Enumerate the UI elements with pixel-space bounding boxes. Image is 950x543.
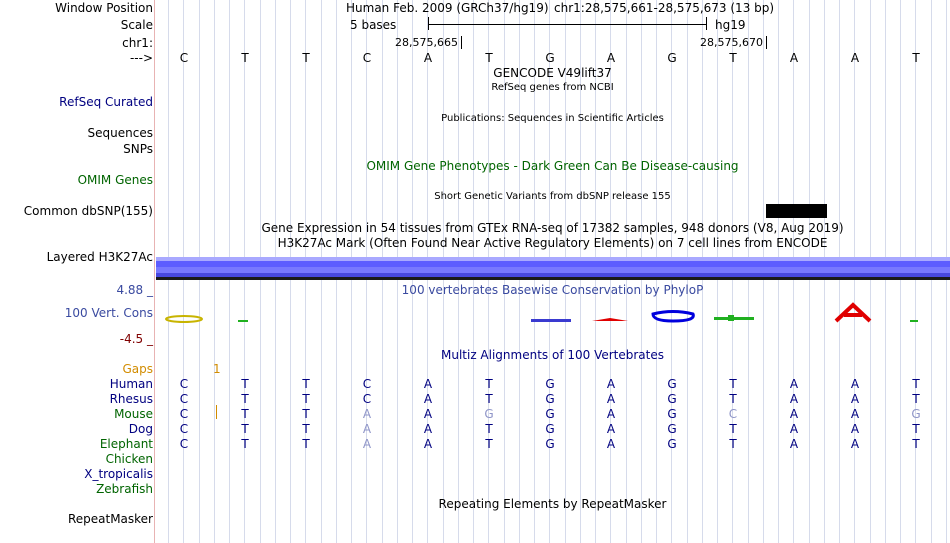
cons-min-label: -4.5 _ (119, 332, 153, 346)
h3k27ac-baseline (156, 277, 950, 280)
cons-logo-a5 (531, 319, 571, 322)
alignment-base: T (729, 377, 737, 391)
alignment-base: T (302, 437, 310, 451)
alignment-base: G (667, 407, 677, 421)
mouse-insertion-marker (216, 405, 217, 419)
alignment-base: C (362, 392, 372, 406)
alignment-base: C (362, 377, 372, 391)
coord-left: 28,575,665 (395, 36, 458, 49)
reference-base: A (789, 51, 799, 65)
alignment-base: C (179, 377, 189, 391)
alignment-base: A (606, 392, 616, 406)
vert-cons-label[interactable]: 100 Vert. Cons (64, 306, 153, 320)
alignment-base: T (912, 392, 920, 406)
cons-logo-a11 (836, 305, 870, 321)
alignment-base: T (912, 377, 920, 391)
alignment-base: A (423, 392, 433, 406)
reference-base: C (362, 51, 372, 65)
alignment-base: T (241, 392, 249, 406)
alignment-base: G (667, 392, 677, 406)
reference-base: A (850, 51, 860, 65)
alignment-base: T (729, 422, 737, 436)
position-readout[interactable]: chr1:28,575,661-28,575,673 (13 bp) (554, 1, 775, 15)
h3k27ac-signal[interactable] (156, 257, 950, 280)
species-label[interactable]: Chicken (105, 452, 153, 466)
reference-base: G (667, 51, 677, 65)
alignment-base: A (850, 377, 860, 391)
alignment-base: A (423, 437, 433, 451)
alignment-base: G (667, 422, 677, 436)
conservation-logo (156, 300, 950, 324)
omim-track-title: OMIM Gene Phenotypes - Dark Green Can Be Disease-causing (366, 159, 739, 173)
alignment-base: T (241, 422, 249, 436)
layered-h3k27ac-label[interactable]: Layered H3K27Ac (46, 250, 153, 264)
reference-base: T (485, 51, 493, 65)
gaps-label[interactable]: Gaps (122, 362, 153, 376)
alignment-base: A (423, 377, 433, 391)
scale-label: Scale (120, 18, 153, 32)
alignment-base: C (728, 407, 738, 421)
assembly-name: Human Feb. 2009 (GRCh37/hg19) (346, 1, 549, 15)
alignment-base: G (667, 377, 677, 391)
alignment-base: T (912, 422, 920, 436)
coord-left-tick (461, 36, 462, 49)
alignment-base: A (362, 422, 372, 436)
alignment-base: T (241, 377, 249, 391)
alignment-base: T (485, 377, 493, 391)
alignment-base: G (484, 407, 494, 421)
snps-label[interactable]: SNPs (123, 142, 153, 156)
alignment-base: T (302, 422, 310, 436)
cons-max-label: 4.88 _ (116, 283, 153, 297)
scale-db: hg19 (715, 18, 746, 32)
multiz-track-title: Multiz Alignments of 100 Vertebrates (440, 348, 665, 362)
coord-right: 28,575,670 (700, 36, 763, 49)
alignment-base: G (545, 407, 555, 421)
alignment-base: T (302, 377, 310, 391)
alignment-base: A (850, 407, 860, 421)
coord-right-tick (766, 36, 767, 49)
reference-base: A (423, 51, 433, 65)
alignment-base: C (179, 392, 189, 406)
alignment-base: A (606, 377, 616, 391)
reference-base: A (606, 51, 616, 65)
scale-bar-right-tick (706, 17, 707, 30)
alignment-base: A (789, 392, 799, 406)
alignment-base: C (179, 407, 189, 421)
gencode-track-title[interactable]: GENCODE V49lift37 (493, 66, 612, 80)
alignment-base: A (606, 407, 616, 421)
alignment-base: A (789, 377, 799, 391)
alignment-base: G (545, 437, 555, 451)
species-label[interactable]: Rhesus (109, 392, 153, 406)
cons-logo-c (166, 316, 202, 322)
species-label[interactable]: Mouse (114, 407, 153, 421)
strand-label: ---> (129, 51, 153, 65)
alignment-base: T (302, 407, 310, 421)
publications-track-title: Publications: Sequences in Scientific Articles (441, 113, 664, 124)
omim-genes-label[interactable]: OMIM Genes (77, 173, 153, 187)
reference-base: T (302, 51, 310, 65)
reference-base: G (545, 51, 555, 65)
alignment-base: A (789, 437, 799, 451)
cons-logo-t2 (238, 320, 248, 322)
alignment-base: T (729, 437, 737, 451)
chrom-label: chr1: (122, 36, 153, 50)
species-label[interactable]: X_tropicalis (84, 467, 153, 481)
alignment-base: T (485, 392, 493, 406)
sequences-label[interactable]: Sequences (87, 126, 153, 140)
cons-logo-g7 (653, 312, 693, 322)
window-position-label: Window Position (55, 1, 153, 15)
h3k27ac-track-title: H3K27Ac Mark (Often Found Near Active Regulatory Elements) on 7 cell lines from ENCODE (277, 236, 828, 250)
alignment-base: G (911, 407, 921, 421)
alignment-base: A (423, 422, 433, 436)
species-label[interactable]: Elephant (99, 437, 153, 451)
common-dbsnp-label[interactable]: Common dbSNP(155) (23, 204, 153, 218)
alignment-base: C (179, 437, 189, 451)
alignment-base: A (362, 407, 372, 421)
cons-track-title: 100 vertebrates Basewise Conservation by PhyloP (401, 283, 704, 297)
alignment-base: C (179, 422, 189, 436)
alignment-base: T (729, 392, 737, 406)
alignment-base: G (667, 437, 677, 451)
refseq-subtitle: RefSeq genes from NCBI (491, 82, 614, 93)
gap-marker: 1 (213, 362, 221, 376)
alignment-base: A (789, 422, 799, 436)
species-label[interactable]: Dog (128, 422, 153, 436)
alignment-base: T (485, 437, 493, 451)
scale-bar (428, 24, 706, 25)
alignment-base: G (545, 392, 555, 406)
reference-base: T (729, 51, 737, 65)
alignment-base: A (850, 437, 860, 451)
alignment-base: T (302, 392, 310, 406)
scale-bar-left-tick (428, 17, 429, 30)
reference-base: T (241, 51, 249, 65)
alignment-base: T (241, 437, 249, 451)
reference-base: T (912, 51, 920, 65)
dbsnp-variant-feature[interactable] (766, 204, 827, 218)
alignment-base: T (485, 422, 493, 436)
alignment-base: T (912, 437, 920, 451)
alignment-base: A (789, 407, 799, 421)
alignment-base: G (545, 377, 555, 391)
alignment-base: A (606, 437, 616, 451)
species-label[interactable]: Human (109, 377, 153, 391)
alignment-base: A (362, 437, 372, 451)
cons-logo-t13 (910, 320, 918, 322)
alignment-base: A (423, 407, 433, 421)
scale-bases: 5 bases (350, 18, 397, 32)
repeatmasker-track-title: Repeating Elements by RepeatMasker (438, 497, 667, 511)
cons-logo-t9 (728, 315, 734, 321)
alignment-base: G (545, 422, 555, 436)
alignment-base: A (850, 392, 860, 406)
alignment-base: T (241, 407, 249, 421)
gtex-track-title: Gene Expression in 54 tissues from GTEx RNA-seq of 17382 samples, 948 donors (V8, Aug 2019) (261, 221, 844, 235)
species-label[interactable]: Zebrafish (96, 482, 153, 496)
dbsnp-track-title: Short Genetic Variants from dbSNP release 155 (434, 191, 671, 202)
reference-base: C (179, 51, 189, 65)
repeatmasker-label[interactable]: RepeatMasker (67, 512, 153, 526)
alignment-base: A (850, 422, 860, 436)
alignment-base: A (606, 422, 616, 436)
refseq-curated-label[interactable]: RefSeq Curated (59, 95, 153, 109)
cons-logo-t6 (592, 318, 628, 321)
